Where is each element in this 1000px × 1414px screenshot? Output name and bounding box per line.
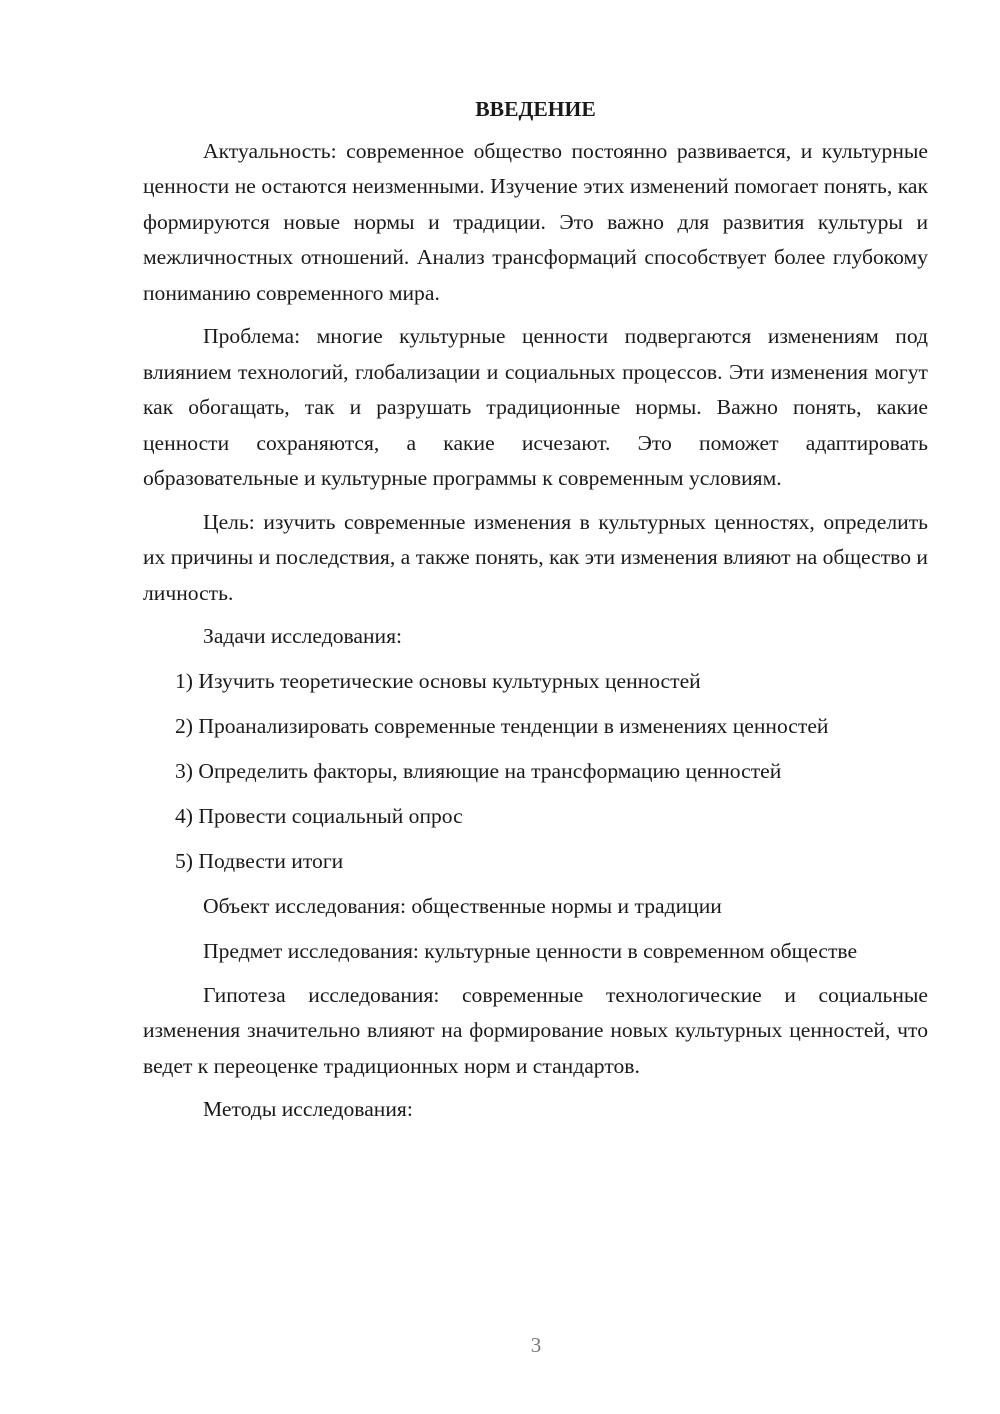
- methods-heading: Методы исследования:: [203, 1097, 413, 1121]
- relevance-paragraph: Актуальность: современное общество постоянно развивается, и культурные ценности не остаются неизменными. Изучение этих изменений помогает понять, как формируются новые нормы и традиции. Это важно для развития культуры и межличностных отношений. Анализ трансформаций способствует более глубокому пониманию современного мира.: [143, 138, 928, 305]
- problem-paragraph: Проблема: многие культурные ценности подвергаются изменениям под влиянием технологий, глобализации и социальных процессов. Эти изменения могут как обогащать, так и разрушать традиционные нормы. Важно понять, какие ценности сохраняются, а какие исчезают. Это поможет адаптировать образовательные и культурные программы к современным условиям.: [143, 324, 928, 490]
- list-item: 5) Подвести итоги: [175, 848, 344, 873]
- object-paragraph: Объект исследования: общественные нормы и традиции: [203, 893, 722, 918]
- page-content: [143, 92, 928, 1138]
- hypothesis-paragraph: Гипотеза исследования: современные технологические и социальные изменения значительно влияют на формирование новых культурных ценностей, что ведет к переоценке традиционных норм и стандартов.: [143, 982, 928, 1078]
- list-item: 4) Провести социальный опрос: [175, 803, 463, 828]
- tasks-list: [143, 664, 928, 880]
- page-title: ВВЕДЕНИЕ: [475, 97, 596, 121]
- tasks-heading: Задачи исследования:: [203, 624, 403, 648]
- goal-paragraph: Цель: изучить современные изменения в культурных ценностях, определить их причины и последствия, а также понять, как эти изменения влияют на общество и личность.: [143, 509, 928, 605]
- list-item: 1) Изучить теоретические основы культурных ценностей: [175, 668, 701, 693]
- list-item: 2) Проанализировать современные тенденции в изменениях ценностей: [175, 713, 829, 738]
- page-number: 3: [530, 1333, 542, 1357]
- subject-paragraph: Предмет исследования: культурные ценности в современном обществе: [203, 939, 858, 963]
- list-item: 3) Определить факторы, влияющие на трансформацию ценностей: [175, 758, 782, 783]
